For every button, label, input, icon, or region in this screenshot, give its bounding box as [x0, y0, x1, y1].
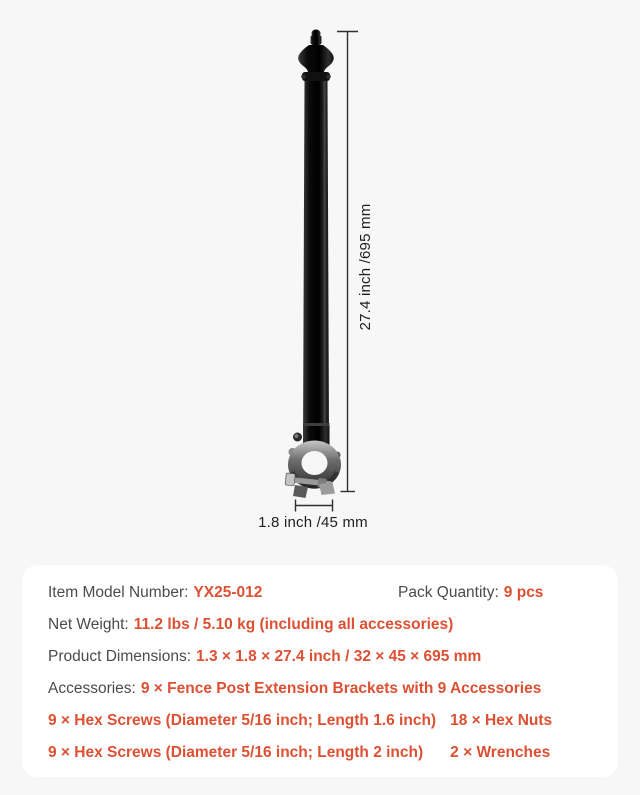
- item-model-label: Item Model Number:: [48, 584, 189, 601]
- hex-nuts: 18 × Hex Nuts: [450, 712, 553, 729]
- product-dimensions-value: 1.3 × 1.8 × 27.4 inch / 32 × 45 × 695 mm: [196, 648, 482, 665]
- spec-row-hex-screws-2: [48, 737, 594, 769]
- pole-clamp-bracket: [285, 441, 341, 498]
- accessories-label: Accessories:: [48, 680, 136, 697]
- accessories-value: 9 × Fence Post Extension Brackets with 9 Accessories: [140, 680, 542, 697]
- pole-finial: [298, 30, 334, 82]
- height-dimension-label: 27.4 inch /695 mm: [357, 203, 374, 331]
- hex-screws-2: 9 × Hex Screws (Diameter 5/16 inch; Length 2 inch): [48, 744, 424, 761]
- width-dimension-label: 1.8 inch /45 mm: [258, 514, 368, 531]
- height-dimension-line: [337, 32, 358, 492]
- width-dimension-line: [296, 500, 333, 512]
- spec-row-net-weight: [48, 609, 594, 641]
- pack-quantity-value: 9 pcs: [503, 584, 544, 601]
- spec-row-accessories: [48, 673, 594, 705]
- pack-quantity-label: Pack Quantity:: [398, 584, 499, 601]
- spec-row-hex-screws-1: [48, 705, 594, 737]
- product-dimensions-label: Product Dimensions:: [48, 648, 192, 665]
- pack-quantity: [398, 584, 543, 602]
- hex-screws-1: 9 × Hex Screws (Diameter 5/16 inch; Length 1.6 inch): [48, 712, 437, 729]
- net-weight-label: Net Weight:: [48, 616, 129, 633]
- net-weight-value: 11.2 lbs / 5.10 kg (including all accessories): [133, 616, 454, 633]
- wrenches: 2 × Wrenches: [450, 744, 551, 761]
- pole-shaft: [293, 81, 330, 447]
- spec-row-model-pack: [48, 577, 594, 609]
- item-model-value: YX25-012: [193, 584, 263, 601]
- spec-row-dimensions: [48, 641, 594, 673]
- spec-card: [22, 565, 618, 777]
- item-model-number: [48, 584, 398, 602]
